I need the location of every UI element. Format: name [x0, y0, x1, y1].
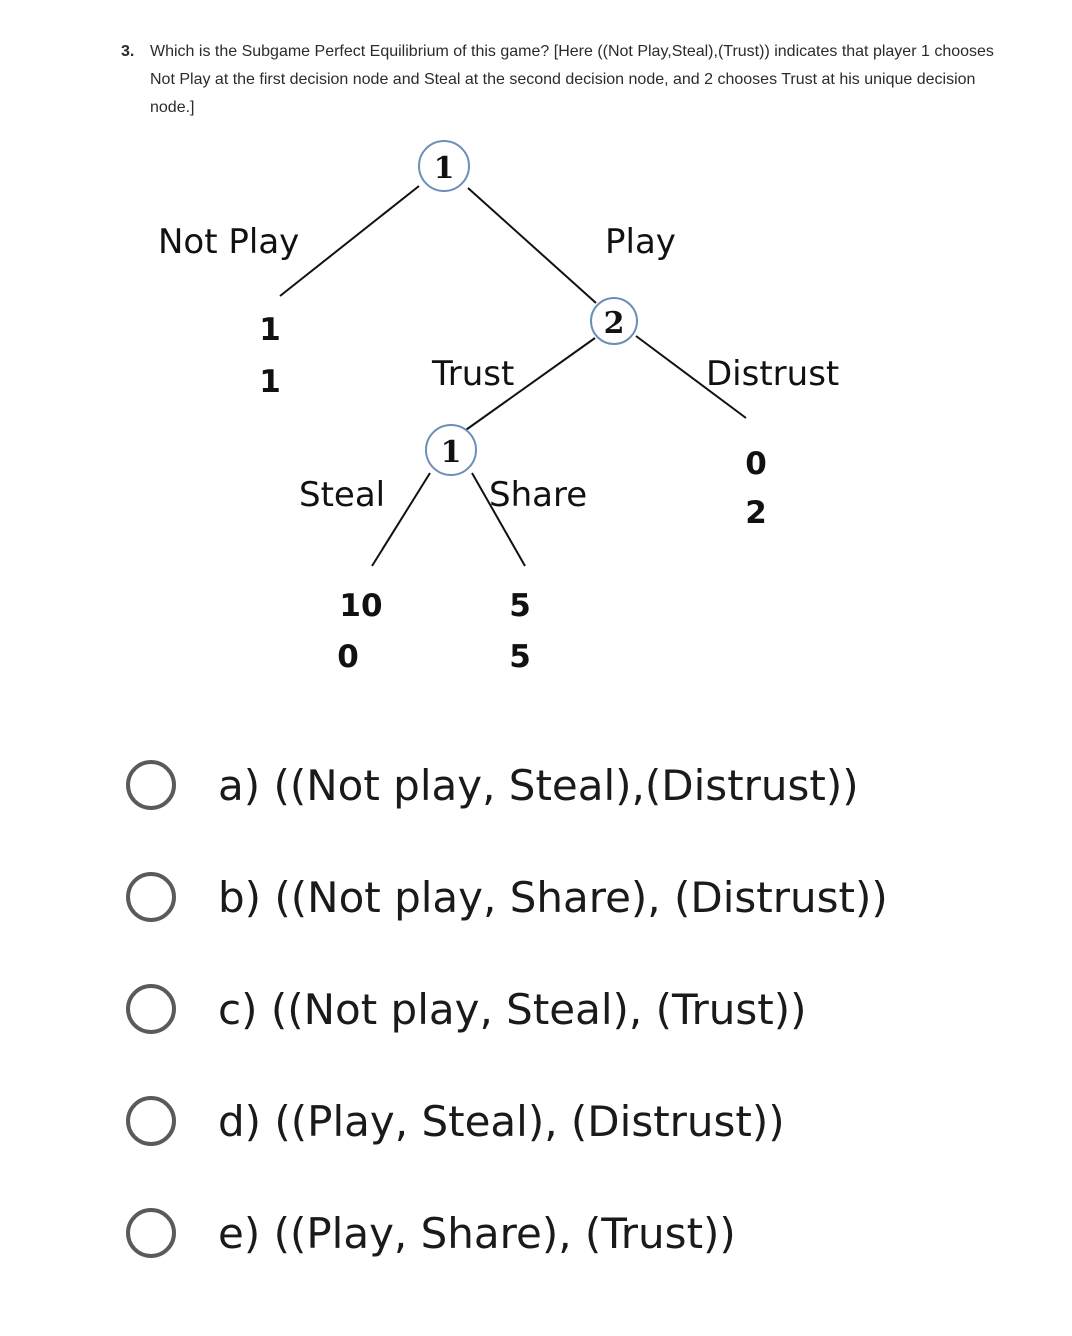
node-third	[426, 425, 476, 475]
label-share: Share	[489, 475, 588, 515]
question-number: 3.	[121, 43, 135, 60]
node-third-player: 1	[440, 435, 462, 470]
payoff-share-p2: 5	[509, 639, 531, 675]
branch-play	[468, 188, 596, 303]
payoff-distrust-p2: 2	[745, 495, 767, 531]
option-c-label: c) ((Not play, Steal), (Trust))	[218, 984, 807, 1034]
option-e-label: e) ((Play, Share), (Trust))	[218, 1208, 736, 1258]
option-c[interactable]	[126, 979, 807, 1039]
payoff-distrust-p1: 0	[745, 446, 767, 482]
option-d-label: d) ((Play, Steal), (Distrust))	[218, 1096, 785, 1146]
payoff-steal-p1: 10	[339, 588, 383, 624]
option-b-label: b) ((Not play, Share), (Distrust))	[218, 872, 888, 922]
label-not-play: Not Play	[158, 222, 300, 262]
radio-button[interactable]	[126, 760, 176, 810]
payoff-share-p1: 5	[509, 588, 531, 624]
option-d[interactable]	[126, 1091, 785, 1151]
radio-button[interactable]	[126, 1096, 176, 1146]
label-trust: Trust	[432, 354, 515, 394]
radio-button[interactable]	[126, 1208, 176, 1258]
node-root-player: 1	[433, 151, 455, 186]
node-root	[419, 141, 469, 191]
payoff-steal-p2: 0	[337, 639, 359, 675]
option-a[interactable]	[126, 755, 859, 815]
node-second-player: 2	[603, 306, 625, 341]
payoff-not-play-p2: 1	[259, 364, 281, 400]
label-distrust: Distrust	[706, 354, 840, 394]
option-b[interactable]	[126, 867, 888, 927]
node-second	[591, 298, 637, 344]
radio-button[interactable]	[126, 984, 176, 1034]
label-play: Play	[605, 222, 676, 262]
option-e[interactable]	[126, 1203, 736, 1263]
question-text: Which is the Subgame Perfect Equilibrium of this game? [Here ((Not Play,Steal),(Trust)) indicates that player 1 chooses Not Play at the first decision node and Steal at the second decision node, and 2 chooses Trust at his unique decision node.]	[150, 43, 994, 116]
label-steal: Steal	[299, 475, 386, 515]
payoff-not-play-p1: 1	[259, 312, 281, 348]
option-a-label: a) ((Not play, Steal),(Distrust))	[218, 760, 859, 810]
branch-not-play	[280, 186, 419, 296]
radio-button[interactable]	[126, 872, 176, 922]
